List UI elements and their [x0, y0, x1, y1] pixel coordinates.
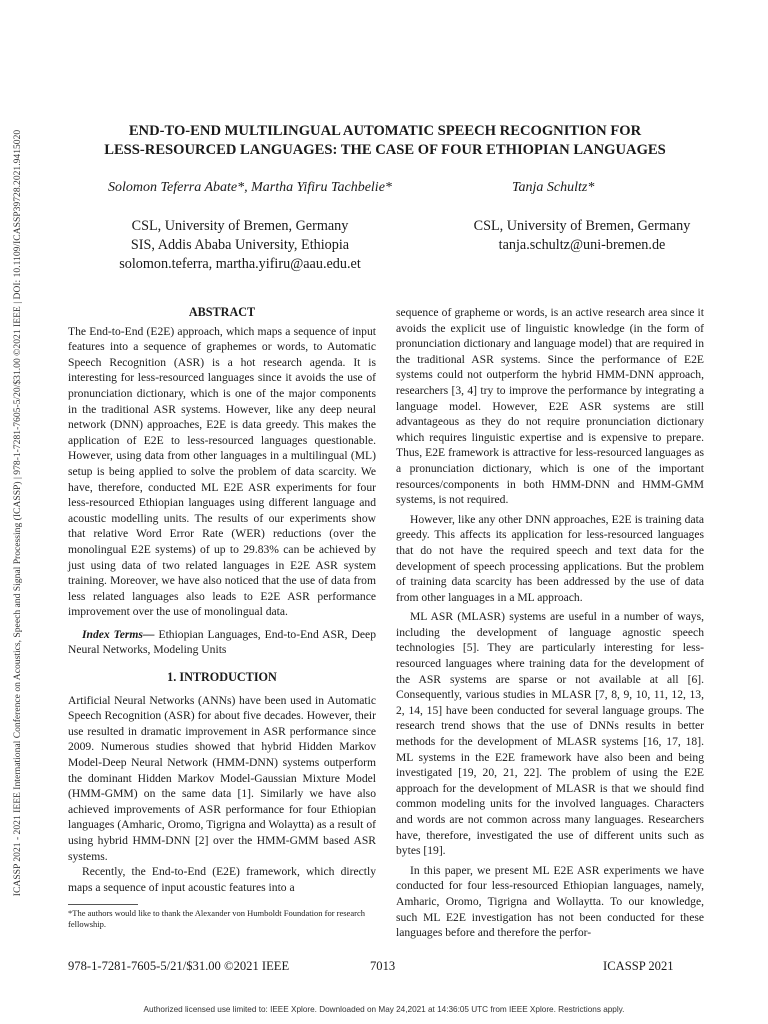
- footnote-text: *The authors would like to thank the Alexander von Humboldt Foundation for research fellowship.: [68, 908, 365, 929]
- affiliation-right-email: tanja.schultz@uni-bremen.de: [498, 237, 666, 253]
- footer-copyright: 978-1-7281-7605-5/21/$31.00 ©2021 IEEE: [68, 959, 290, 973]
- doi-sidebar: [8, 98, 28, 928]
- right-paragraph-4: In this paper, we present ML E2E ASR experiments we have conducted for four less-resourced Ethiopian languages, namely, Amharic, Oromo, Tigrigna and Wollaytta. To our knowledge, such ML E2E investigation has not been conducted for these languages before and therefore the perfor-: [396, 863, 704, 940]
- affiliation-left: [80, 217, 400, 274]
- affiliation-left-line-1: CSL, University of Bremen, Germany: [131, 218, 349, 234]
- index-terms-text: Ethiopian Languages, End-to-End ASR, Deep Neural Networks, Modeling Units: [68, 627, 376, 657]
- affiliation-left-email: solomon.teferra, martha.yifiru@aau.edu.et: [119, 256, 361, 272]
- authorized-use-notice: Authorized licensed use limited to: IEEE Xplore. Downloaded on May 24,2021 at 14:36:05 UTC from IEEE Xplore. Restrictions apply.: [143, 1005, 625, 1014]
- right-column: [396, 305, 704, 941]
- authors-right: Tanja Schultz*: [512, 180, 595, 195]
- left-column: [68, 305, 376, 895]
- index-terms: [68, 627, 376, 658]
- footer-conference: ICASSP 2021: [603, 959, 674, 973]
- authors-left: Solomon Teferra Abate*, Martha Yifiru Tachbelie*: [108, 180, 392, 195]
- affiliation-right: [422, 217, 742, 255]
- abstract-text: The End-to-End (E2E) approach, which maps a sequence of input features into a sequence of graphemes or words, to Automatic Speech Recognition (ASR) is a hot research agenda. It is interesting for less-resourced languages since it avoids the use of pronunciation dictionary, which is one of the major components in the traditional ASR systems. However, like any deep neural network (DNN) approaches, E2E is data greedy. This makes the application of E2E to less-resourced languages questionable. However, using data from other languages in a multilingual (ML) setup is being applied to solve the problem of data scarcity. We have, therefore, conducted ML E2E ASR experiments for four less-resourced Ethiopian languages using different language and acoustic modelling units. The results of our experiments show that relative Word Error Rate (WER) reductions (over the monolingual E2E systems) of up to 29.83% can be achieved by just using data of two related languages in E2E ASR system training. Moreover, we have also noticed that the use of data from less related languages also leads to E2E ASR performance improvement over the use of monolingual data.: [68, 324, 376, 619]
- footnote: [68, 908, 376, 930]
- right-paragraph-3: ML ASR (MLASR) systems are useful in a number of ways, including the development of language agnostic speech technologies [5]. They are particularly interesting for less-resourced languages where training data for the development of the ASR systems are sparse or not available at all [6]. Consequently, various studies in MLASR [7, 8, 9, 10, 11, 12, 13, 2, 14, 15] have been conducted for several language groups. The research trend shows that the use of DNNs results in better methods for the development of MLASR systems [16, 17, 18]. ML systems in the E2E framework have also been and being investigated [19, 20, 21, 22]. The problem of using the E2E approach for the development of MLASR is that we should find common modeling units for the involved languages. Characters and words are not common across many languages. Researchers have, therefore, investigated the use of different units such as bytes [19].: [396, 610, 704, 858]
- introduction-paragraph-2: Recently, the End-to-End (E2E) framework, which directly maps a sequence of input acoustic features into a: [68, 865, 376, 894]
- affiliation-left-line-2: SIS, Addis Ababa University, Ethiopia: [130, 237, 350, 253]
- footnote-rule: [68, 904, 138, 905]
- doi-sidebar-text: ICASSP 2021 - 2021 IEEE International Conference on Acoustics, Speech and Signal Processing (ICASSP) | 978-1-7281-7605-5/20/$31.00 ©2021 IEEE | DOI: 10.1109/ICASSP39728.2021.9415020: [12, 129, 23, 897]
- right-paragraph-1: sequence of grapheme or words, is an active research area since it avoids the explicit use of linguistic knowledge (in the form of pronunciation dictionary and language model) that are required in the traditional ASR systems. Since the performance of E2E systems could not outperform the hybrid HMM-DNN approach, researchers [3, 4] try to improve the performance by integrating a language model. However, E2E ASR systems are still advantageous as they do not require pronunciation dictionary which requires linguistic expertise and is expensive to prepare. Thus, E2E framework is attractive for less-resourced languages as a pronunciation dictionary, which is one of the important resources/components in both HMM-DNN and HMM-GMM systems, is not required.: [396, 306, 704, 507]
- right-paragraph-2: However, like any other DNN approaches, E2E is training data greedy. This affects its application for less-resourced languages that do not have the required speech and text data for the development of speech processing applications. But the problem of training data scarcity has been addressed by the use of data from other languages in a ML approach.: [396, 512, 704, 604]
- page-number: 7013: [370, 959, 396, 973]
- introduction-paragraph-1: Artificial Neural Networks (ANNs) have been used in Automatic Speech Recognition (ASR) for about five decades. However, their use resulted in dramatic improvement in ASR performance since 2009. Numerous studies showed that hybrid Hidden Markov Model-Deep Neural Network (HMM-DNN) systems outperform the dominant Hidden Markov Model-Gaussian Mixture Model (HMM-GMM) on the same data [1]. Similarly we have also achieved improvements of ASR performance for four Ethiopian languages (Amharic, Oromo, Tigrigna and Wolaytta) as a result of using hybrid HMM-DNN [2] over the HMM-GMM based ASR systems.: [68, 693, 376, 863]
- index-terms-label: Index Terms—: [82, 627, 155, 641]
- abstract-heading: ABSTRACT: [188, 305, 256, 319]
- paper-title-line-2: LESS-RESOURCED LANGUAGES: THE CASE OF FOUR ETHIOPIAN LANGUAGES: [104, 142, 666, 158]
- introduction-heading: 1. INTRODUCTION: [167, 670, 277, 685]
- paper-title: [70, 122, 700, 160]
- paper-title-line-1: END-TO-END MULTILINGUAL AUTOMATIC SPEECH RECOGNITION FOR: [128, 123, 642, 139]
- affiliation-right-line-1: CSL, University of Bremen, Germany: [473, 218, 691, 234]
